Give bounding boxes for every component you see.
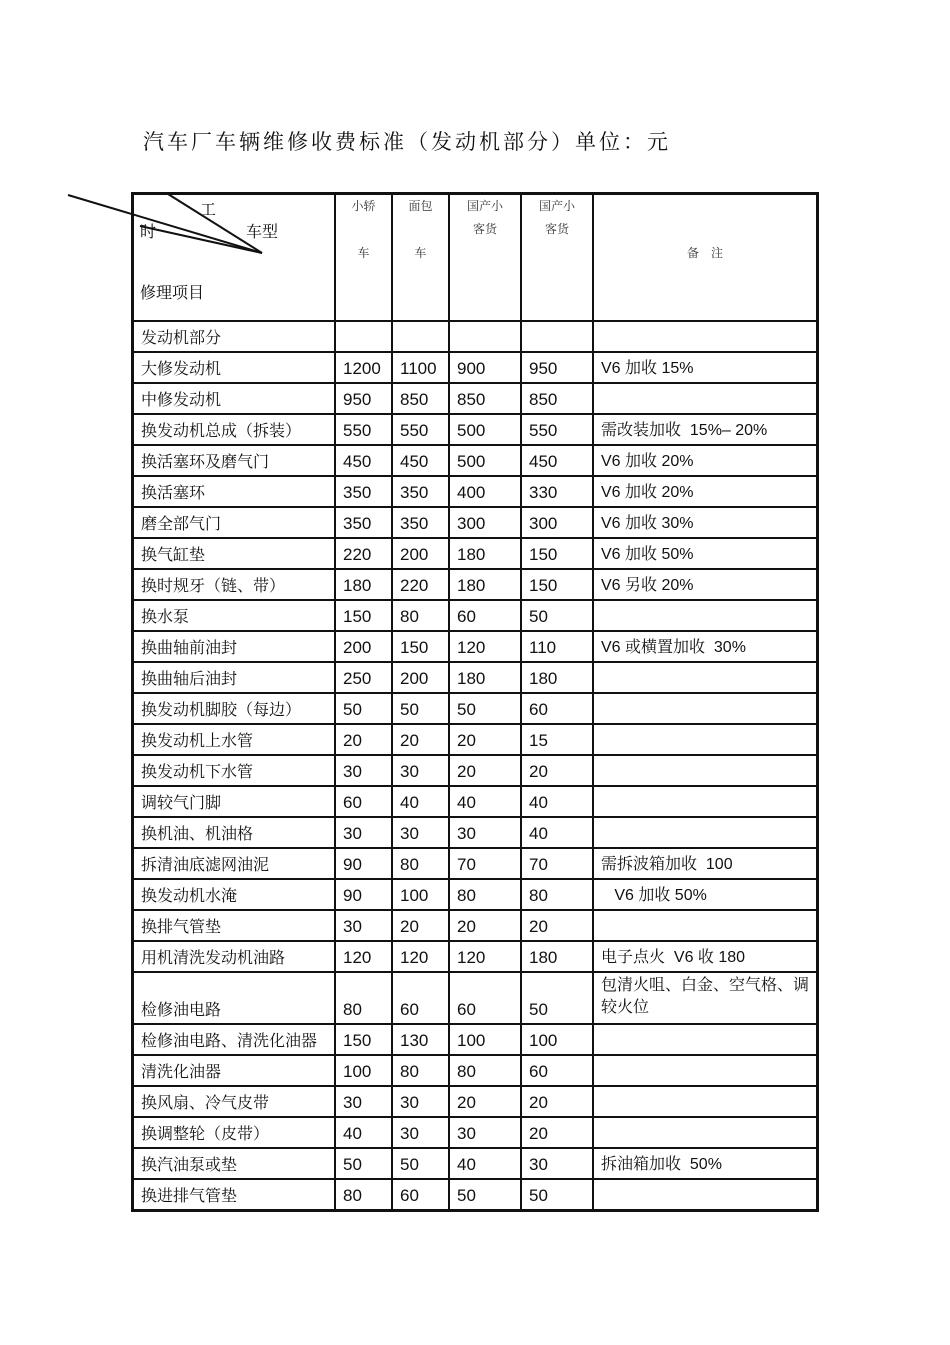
price-van-cell: 30 <box>391 1087 448 1116</box>
note-cell <box>592 756 816 785</box>
note-cell <box>592 322 816 351</box>
corner-label-left: 时 <box>140 222 157 241</box>
price-sedan-cell: 200 <box>334 632 391 661</box>
price-domestic-2-cell: 50 <box>520 601 592 630</box>
note-cell: V6 另收 20% <box>592 570 816 599</box>
price-domestic-1-cell: 20 <box>448 911 520 940</box>
price-domestic-2-cell: 300 <box>520 508 592 537</box>
note-cell: 需拆波箱加收 100 <box>592 849 816 878</box>
price-domestic-2-cell: 150 <box>520 539 592 568</box>
price-domestic-2-cell: 15 <box>520 725 592 754</box>
price-domestic-1-cell: 70 <box>448 849 520 878</box>
price-sedan-cell: 150 <box>334 1025 391 1054</box>
price-domestic-1-cell: 400 <box>448 477 520 506</box>
price-domestic-2-cell: 20 <box>520 911 592 940</box>
price-domestic-2-cell: 180 <box>520 942 592 971</box>
price-van-cell: 80 <box>391 601 448 630</box>
table-row <box>134 847 816 878</box>
page-title: 汽车厂车辆维修收费标准（发动机部分）单位：元 <box>143 130 671 154</box>
repair-item-cell: 清洗化油器 <box>141 1062 222 1081</box>
price-van-cell: 350 <box>391 477 448 506</box>
table-row <box>134 909 816 940</box>
price-sedan-cell: 30 <box>334 818 391 847</box>
note-cell: V6 或横置加收 30% <box>592 632 816 661</box>
repair-item-cell: 换气缸垫 <box>141 545 206 564</box>
price-van-cell: 60 <box>391 1180 448 1209</box>
header-col-domestic-1: 国产小 客货 <box>448 195 520 320</box>
price-domestic-2-cell: 550 <box>520 415 592 444</box>
corner-label-top: 工 <box>200 200 217 219</box>
note-cell <box>592 601 816 630</box>
table-row <box>134 692 816 723</box>
price-domestic-2-cell: 40 <box>520 787 592 816</box>
price-van-cell: 350 <box>391 508 448 537</box>
price-van-cell: 30 <box>391 756 448 785</box>
price-domestic-2-cell: 450 <box>520 446 592 475</box>
price-van-cell: 1100 <box>391 353 448 382</box>
price-van-cell: 130 <box>391 1025 448 1054</box>
price-domestic-2-cell: 180 <box>520 663 592 692</box>
price-domestic-2-cell: 50 <box>520 1180 592 1209</box>
repair-item-cell: 检修油电路 <box>141 1000 222 1019</box>
price-sedan-cell: 50 <box>334 694 391 723</box>
price-domestic-1-cell: 180 <box>448 663 520 692</box>
price-domestic-1-cell: 30 <box>448 818 520 847</box>
price-domestic-1-cell: 900 <box>448 353 520 382</box>
repair-item-cell: 检修油电路、清洗化油器 <box>141 1031 318 1050</box>
price-domestic-2-cell: 20 <box>520 756 592 785</box>
repair-item-cell: 调较气门脚 <box>141 793 222 812</box>
price-van-cell: 200 <box>391 539 448 568</box>
table-row <box>134 413 816 444</box>
note-cell <box>592 725 816 754</box>
price-van-cell: 200 <box>391 663 448 692</box>
note-cell <box>592 911 816 940</box>
price-sedan-cell: 30 <box>334 911 391 940</box>
header-col-sedan: 小轿 车 <box>334 195 391 320</box>
price-van-cell: 220 <box>391 570 448 599</box>
note-cell <box>592 663 816 692</box>
header-col-van: 面包 车 <box>391 195 448 320</box>
repair-item-cell: 磨全部气门 <box>141 514 222 533</box>
price-domestic-1-cell <box>448 322 520 351</box>
price-sedan-cell: 20 <box>334 725 391 754</box>
price-sedan-cell: 950 <box>334 384 391 413</box>
price-domestic-2-cell: 950 <box>520 353 592 382</box>
price-domestic-1-cell: 850 <box>448 384 520 413</box>
price-sedan-cell: 350 <box>334 477 391 506</box>
price-van-cell: 20 <box>391 911 448 940</box>
price-domestic-1-cell: 40 <box>448 787 520 816</box>
price-domestic-2-cell: 850 <box>520 384 592 413</box>
table-row <box>134 506 816 537</box>
price-sedan-cell: 90 <box>334 849 391 878</box>
price-domestic-2-cell: 20 <box>520 1087 592 1116</box>
repair-item-cell: 换汽油泵或垫 <box>141 1155 238 1174</box>
price-domestic-2-cell: 60 <box>520 1056 592 1085</box>
price-domestic-1-cell: 300 <box>448 508 520 537</box>
price-van-cell: 60 <box>391 973 448 1023</box>
note-cell: V6 加收 20% <box>592 446 816 475</box>
fee-table <box>131 192 819 1212</box>
price-domestic-1-cell: 120 <box>448 632 520 661</box>
price-sedan-cell: 100 <box>334 1056 391 1085</box>
note-cell <box>592 384 816 413</box>
price-domestic-2-cell: 150 <box>520 570 592 599</box>
note-cell <box>592 1180 816 1209</box>
table-row <box>134 661 816 692</box>
price-van-cell <box>391 322 448 351</box>
repair-item-cell: 换风扇、冷气皮带 <box>141 1093 270 1112</box>
price-domestic-1-cell: 180 <box>448 570 520 599</box>
note-cell: 电子点火 V6 收 180 <box>592 942 816 971</box>
price-van-cell: 40 <box>391 787 448 816</box>
note-cell: 需改装加收 15%– 20% <box>592 415 816 444</box>
price-domestic-2-cell: 330 <box>520 477 592 506</box>
note-cell <box>592 787 816 816</box>
price-domestic-2-cell: 40 <box>520 818 592 847</box>
table-row <box>134 475 816 506</box>
price-sedan-cell: 80 <box>334 973 391 1023</box>
price-sedan-cell: 80 <box>334 1180 391 1209</box>
table-row <box>134 878 816 909</box>
repair-item-cell: 拆清油底滤网油泥 <box>141 855 270 874</box>
note-cell: V6 加收 50% <box>592 880 816 909</box>
price-van-cell: 450 <box>391 446 448 475</box>
note-cell <box>592 694 816 723</box>
price-sedan-cell: 350 <box>334 508 391 537</box>
table-header <box>134 195 816 320</box>
price-domestic-1-cell: 60 <box>448 601 520 630</box>
price-domestic-1-cell: 20 <box>448 725 520 754</box>
price-domestic-1-cell: 80 <box>448 1056 520 1085</box>
price-sedan-cell: 60 <box>334 787 391 816</box>
table-row <box>134 940 816 971</box>
price-domestic-2-cell: 50 <box>520 973 592 1023</box>
price-domestic-2-cell: 100 <box>520 1025 592 1054</box>
table-row <box>134 785 816 816</box>
price-sedan-cell: 90 <box>334 880 391 909</box>
table-row <box>134 382 816 413</box>
price-domestic-1-cell: 180 <box>448 539 520 568</box>
price-sedan-cell: 120 <box>334 942 391 971</box>
header-corner-cell <box>134 195 334 320</box>
table-row <box>134 1147 816 1178</box>
price-sedan-cell: 180 <box>334 570 391 599</box>
price-domestic-1-cell: 120 <box>448 942 520 971</box>
price-van-cell: 550 <box>391 415 448 444</box>
note-cell <box>592 1118 816 1147</box>
repair-item-cell: 换时规牙（链、带） <box>141 576 286 595</box>
note-cell <box>592 818 816 847</box>
price-sedan-cell: 30 <box>334 756 391 785</box>
price-sedan-cell <box>334 322 391 351</box>
table-row <box>134 1116 816 1147</box>
price-van-cell: 100 <box>391 880 448 909</box>
price-van-cell: 80 <box>391 1056 448 1085</box>
price-domestic-2-cell: 20 <box>520 1118 592 1147</box>
repair-item-cell: 换调整轮（皮带） <box>141 1124 270 1143</box>
price-van-cell: 50 <box>391 694 448 723</box>
table-row <box>134 568 816 599</box>
table-row <box>134 444 816 475</box>
price-sedan-cell: 150 <box>334 601 391 630</box>
price-domestic-1-cell: 60 <box>448 973 520 1023</box>
repair-item-cell: 换机油、机油格 <box>141 824 254 843</box>
repair-item-cell: 换发动机总成（拆装） <box>141 421 302 440</box>
price-domestic-2-cell <box>520 322 592 351</box>
price-domestic-1-cell: 100 <box>448 1025 520 1054</box>
repair-item-cell: 用机清洗发动机油路 <box>141 948 286 967</box>
table-row <box>134 351 816 382</box>
price-sedan-cell: 50 <box>334 1149 391 1178</box>
repair-item-cell: 换活塞环 <box>141 483 206 502</box>
table-row <box>134 723 816 754</box>
price-sedan-cell: 30 <box>334 1087 391 1116</box>
repair-item-cell: 发动机部分 <box>141 328 222 347</box>
price-sedan-cell: 1200 <box>334 353 391 382</box>
table-row <box>134 1178 816 1209</box>
price-domestic-2-cell: 30 <box>520 1149 592 1178</box>
price-domestic-2-cell: 80 <box>520 880 592 909</box>
price-sedan-cell: 450 <box>334 446 391 475</box>
note-cell: 拆油箱加收 50% <box>592 1149 816 1178</box>
price-domestic-1-cell: 30 <box>448 1118 520 1147</box>
price-sedan-cell: 550 <box>334 415 391 444</box>
price-van-cell: 50 <box>391 1149 448 1178</box>
corner-label-vehicle-type: 车型 <box>246 222 279 241</box>
header-col-domestic-2: 国产小 客货 <box>520 195 592 320</box>
note-cell: V6 加收 20% <box>592 477 816 506</box>
note-cell: 包清火咀、白金、空气格、调较火位 <box>592 973 816 1023</box>
table-body <box>134 320 816 1209</box>
price-van-cell: 80 <box>391 849 448 878</box>
price-domestic-2-cell: 60 <box>520 694 592 723</box>
table-row <box>134 320 816 351</box>
repair-item-cell: 换水泵 <box>141 607 190 626</box>
note-cell: V6 加收 30% <box>592 508 816 537</box>
table-row <box>134 1023 816 1054</box>
table-row <box>134 1085 816 1116</box>
price-sedan-cell: 40 <box>334 1118 391 1147</box>
table-row <box>134 599 816 630</box>
repair-item-cell: 换排气管垫 <box>141 917 222 936</box>
price-domestic-1-cell: 50 <box>448 1180 520 1209</box>
repair-item-cell: 中修发动机 <box>141 390 222 409</box>
price-van-cell: 30 <box>391 1118 448 1147</box>
price-domestic-1-cell: 500 <box>448 415 520 444</box>
corner-label-repair-item: 修理项目 <box>140 283 205 302</box>
price-domestic-1-cell: 20 <box>448 1087 520 1116</box>
price-domestic-1-cell: 40 <box>448 1149 520 1178</box>
table-row <box>134 1054 816 1085</box>
note-cell: V6 加收 50% <box>592 539 816 568</box>
price-van-cell: 150 <box>391 632 448 661</box>
repair-item-cell: 换曲轴前油封 <box>141 638 238 657</box>
price-van-cell: 30 <box>391 818 448 847</box>
table-row <box>134 537 816 568</box>
table-row <box>134 816 816 847</box>
repair-item-cell: 换发动机上水管 <box>141 731 254 750</box>
repair-item-cell: 换发动机下水管 <box>141 762 254 781</box>
repair-item-cell: 换曲轴后油封 <box>141 669 238 688</box>
table-row <box>134 754 816 785</box>
repair-item-cell: 换进排气管垫 <box>141 1186 238 1205</box>
price-domestic-2-cell: 110 <box>520 632 592 661</box>
price-van-cell: 120 <box>391 942 448 971</box>
repair-item-cell: 换发动机脚胶（每边） <box>141 700 302 719</box>
price-domestic-1-cell: 50 <box>448 694 520 723</box>
price-domestic-1-cell: 500 <box>448 446 520 475</box>
price-sedan-cell: 220 <box>334 539 391 568</box>
table-row <box>134 630 816 661</box>
repair-item-cell: 换发动机水淹 <box>141 886 238 905</box>
note-cell <box>592 1087 816 1116</box>
repair-item-cell: 换活塞环及磨气门 <box>141 452 270 471</box>
price-domestic-1-cell: 20 <box>448 756 520 785</box>
note-cell <box>592 1056 816 1085</box>
note-cell <box>592 1025 816 1054</box>
price-domestic-1-cell: 80 <box>448 880 520 909</box>
table-row <box>134 971 816 1023</box>
header-col-notes: 备 注 <box>592 195 816 320</box>
price-sedan-cell: 250 <box>334 663 391 692</box>
repair-item-cell: 大修发动机 <box>141 359 222 378</box>
price-van-cell: 850 <box>391 384 448 413</box>
note-cell: V6 加收 15% <box>592 353 816 382</box>
price-van-cell: 20 <box>391 725 448 754</box>
price-domestic-2-cell: 70 <box>520 849 592 878</box>
